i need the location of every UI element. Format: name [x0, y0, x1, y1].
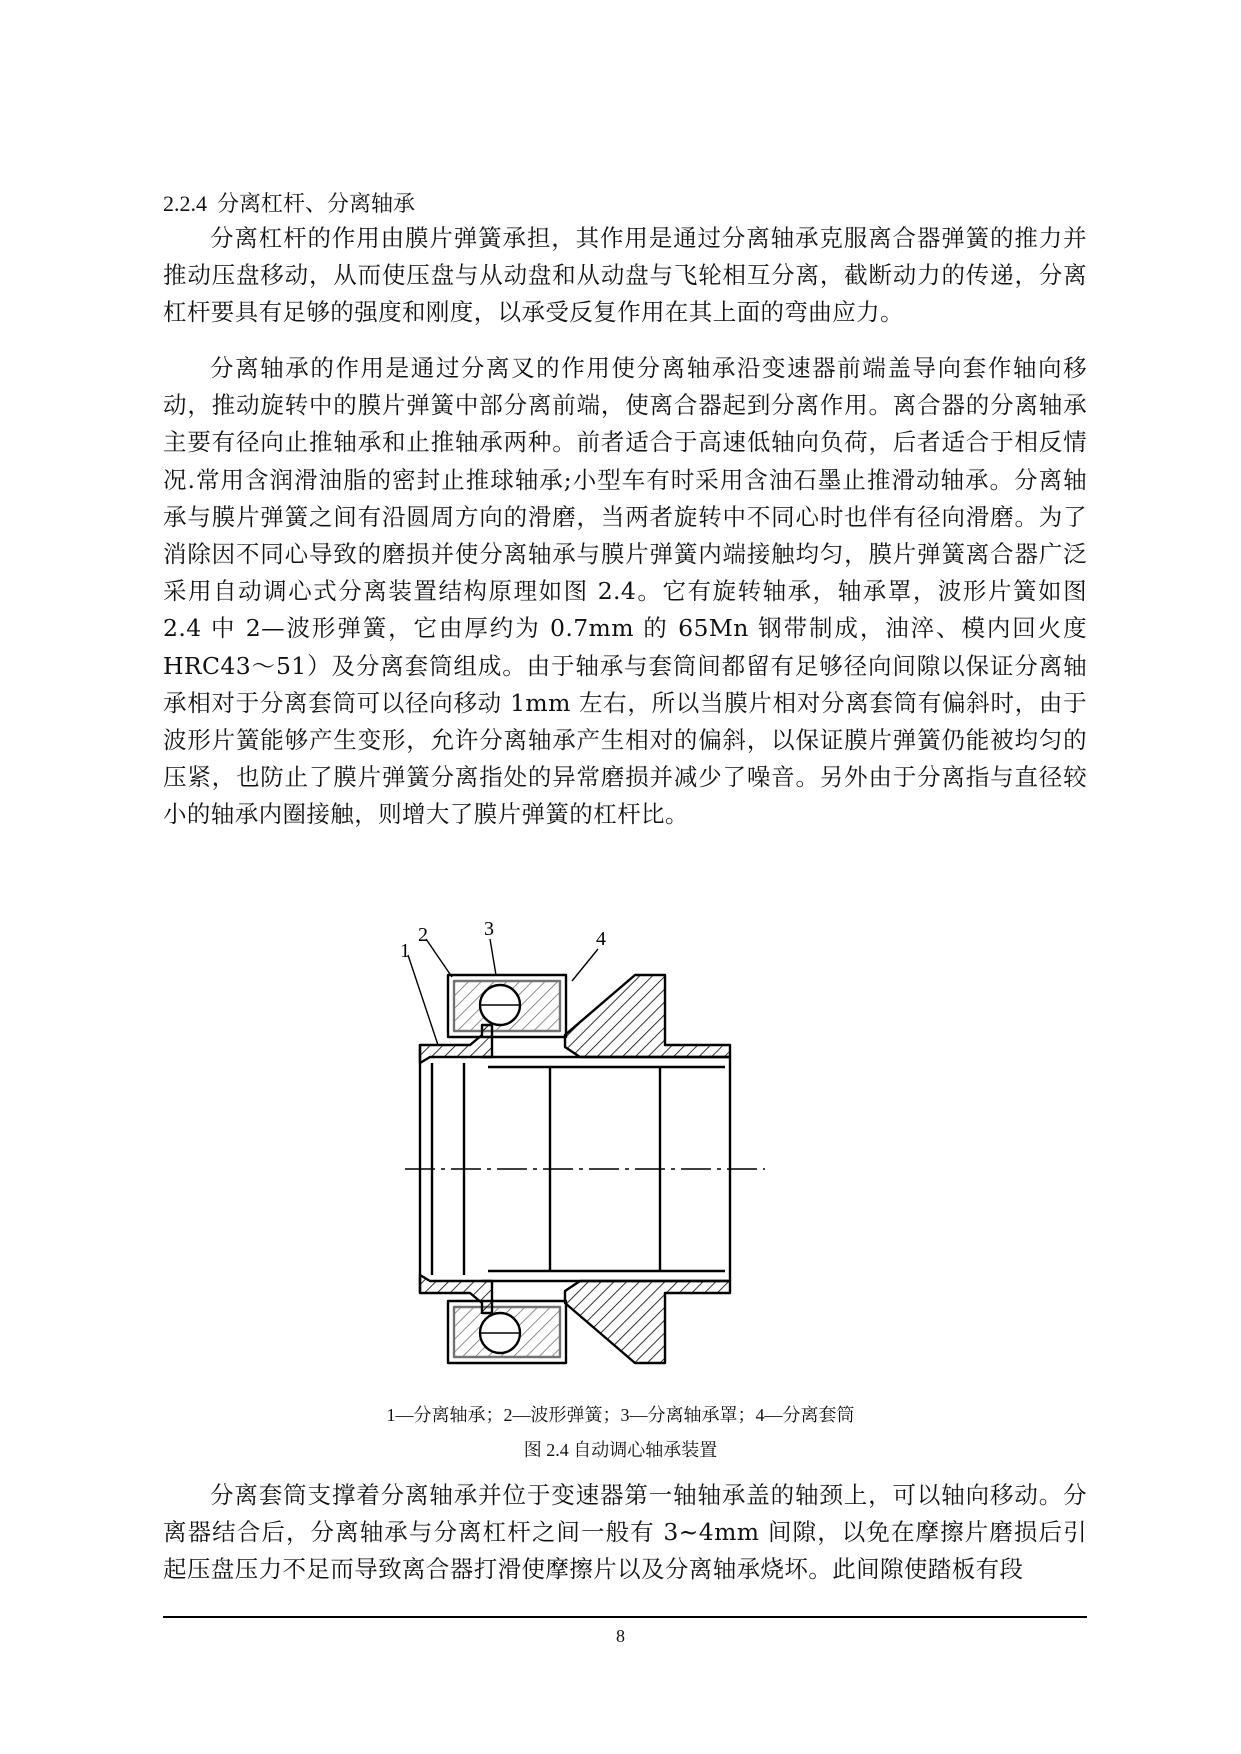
paragraph-release-bearing: 分离轴承的作用是通过分离叉的作用使分离轴承沿变速器前端盖导向套作轴向移动，推动旋转中的膜片弹簧中部分离前端，使离合器起到分离作用。离合器的分离轴承主要有径向止推轴承和止推轴承两种。前者适合于高速低轴向负荷，后者适合于相反情况.常用含润滑油脂的密封止推球轴承;小型车有时采用含油石墨止推滑动轴承。分离轴承与膜片弹簧之间有沿圆周方向的滑磨，当两者旋转中不同心时也伴有径向滑磨。为了消除因不同心导致的磨损并使分离轴承与膜片弹簧内端接触均匀，膜片弹簧离合器广泛采用自动调心式分离装置结构原理如图 2.4。它有旋转轴承，轴承罩，波形片簧如图 2.4 中 2—波形弹簧，它由厚约为 0.7mm 的 65Mn 钢带制成，油淬、模内回火度 HRC43～51）及分离套筒组成。由于轴承与套筒间都留有足够径向间隙以保证分离轴承相对于分离套筒可以径向移动 1mm 左右，所以当膜片相对分离套筒有偏斜时，由于波形片簧能够产生变形，允许分离轴承产生相对的偏斜，以保证膜片弹簧仍能被均匀的压紧，也防止了膜片弹簧分离指处的异常磨损并减少了噪音。另外由于分离指与直径较小的轴承内圈接触，则增大了膜片弹簧的杠杆比。 [163, 354, 1087, 829]
section-heading [163, 187, 415, 218]
section-title: 分离杠杆、分离轴承 [217, 192, 416, 217]
bearing-assembly-figure [400, 918, 860, 1387]
bearing-assembly-drawing [400, 918, 860, 1387]
section-number: 2.2.4 [163, 191, 207, 216]
figure-caption: 图 2.4 自动调心轴承装置 [523, 1440, 718, 1460]
figure-label-1: 1 [400, 940, 410, 962]
sleeve-hatch-lower [565, 1281, 730, 1363]
sleeve-hatch-upper [565, 975, 730, 1057]
paragraph-release-sleeve: 分离套筒支撑着分离轴承并位于变速器第一轴轴承盖的轴颈上，可以轴向移动。分离器结合后，分离轴承与分离杠杆之间一般有 3~4mm 间隙，以免在摩擦片磨损后引起压盘压力不足而导致离合器打滑使摩擦片以及分离轴承烧坏。此间隙使踏板有段 [163, 1481, 1087, 1584]
figure-label-3: 3 [484, 918, 494, 940]
figure-legend: 1—分离轴承；2—波形弹簧；3—分离轴承罩；4—分离套筒 [386, 1405, 855, 1425]
figure-label-4: 4 [596, 928, 606, 950]
page-number: 8 [616, 1626, 625, 1646]
paragraph-release-lever: 分离杠杆的作用由膜片弹簧承担，其作用是通过分离轴承克服离合器弹簧的推力并推动压盘移动，从而使压盘与从动盘和从动盘与飞轮相互分离，截断动力的传递，分离杠杆要具有足够的强度和刚度，以承受反复作用在其上面的弯曲应力。 [163, 224, 1087, 327]
figure-label-2: 2 [418, 924, 428, 946]
footer-rule [163, 1616, 1087, 1618]
